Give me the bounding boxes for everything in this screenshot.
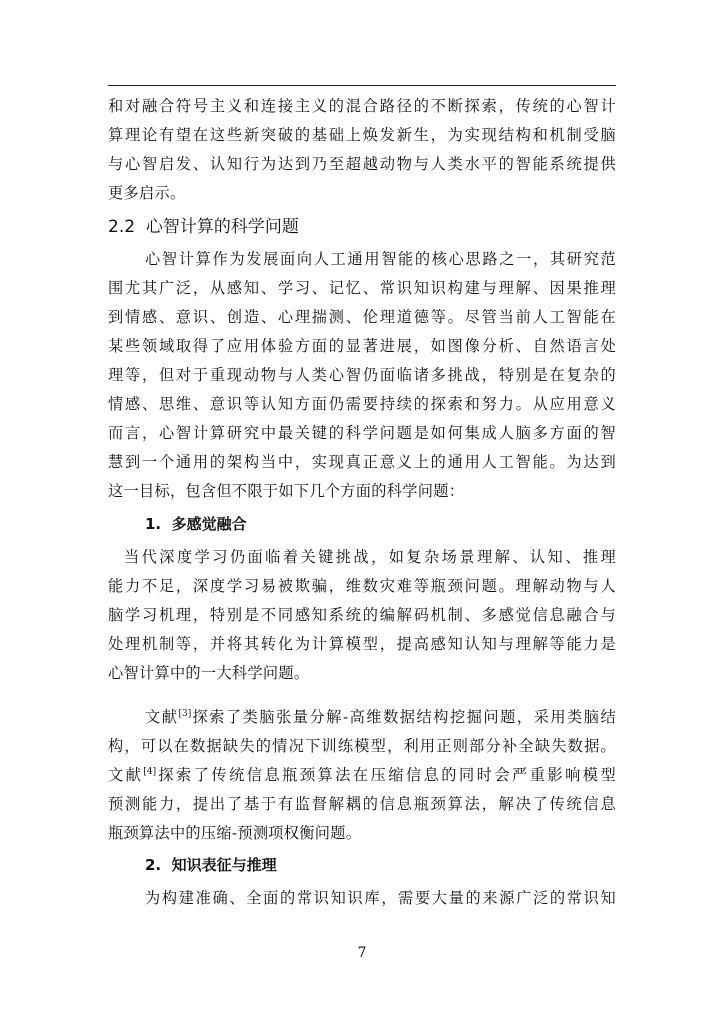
- section-heading: [108, 216, 299, 238]
- subsection-title: 多感觉融合: [171, 515, 247, 533]
- page-number: 7: [357, 945, 367, 961]
- text-line: 构，可以在数据缺失的情况下训练模型，利用正则部分补全缺失数据。: [108, 737, 616, 755]
- text-line: 算理论有望在这些新突破的基础上焕发新生，为实现结构和机制受脑: [108, 126, 616, 144]
- text-line: 心智计算作为发展面向人工通用智能的核心思路之一，其研究范: [145, 250, 616, 268]
- citation-ref: [4]: [143, 766, 157, 777]
- subsection-heading: [145, 855, 277, 875]
- text-line: 预测能力，提出了基于有监督解耦的信息瓶颈算法，解决了传统信息: [108, 795, 616, 813]
- subsection-heading: [145, 514, 247, 534]
- subsection-title: 知识表征与推理: [171, 856, 277, 874]
- text-line: [145, 707, 616, 727]
- text-line: 与心智启发、认知行为达到乃至超越动物与人类水平的智能系统提供: [108, 155, 616, 173]
- text-line: 为构建准确、全面的常识知识库，需要大量的来源广泛的常识知: [145, 889, 616, 907]
- text-line: 和对融合符号主义和连接主义的混合路径的不断探索，传统的心智计: [108, 97, 616, 115]
- subsection-number: 2.: [145, 856, 162, 874]
- text-segment: 文献: [145, 708, 179, 726]
- section-number: 2.2: [108, 217, 136, 237]
- text-segment: 探索了类脑张量分解-高维数据结构挖掘问题，采用类脑结: [191, 708, 616, 726]
- text-line: 脑学习机理，特别是不同感知系统的编解码机制、多感觉信息融合与: [108, 606, 616, 624]
- text-segment: 文献: [108, 766, 144, 784]
- text-line: 围尤其广泛，从感知、学习、记忆、常识知识构建与理解、因果推理: [108, 279, 616, 297]
- text-line: 到情感、意识、创造、心理揣测、伦理道德等。尽管当前人工智能在: [108, 308, 616, 326]
- text-line: 理等，但对于重现动物与人类心智仍面临诸多挑战，特别是在复杂的: [108, 366, 616, 384]
- text-segment: 探索了传统信息瓶颈算法在压缩信息的同时会严重影响模型: [156, 766, 616, 784]
- text-line: [108, 765, 616, 785]
- text-line: 处理机制等，并将其转化为计算模型，提高感知认知与理解等能力是: [108, 635, 616, 653]
- subsection-number: 1.: [145, 515, 162, 533]
- text-line: 瓶颈算法中的压缩-预测项权衡问题。: [108, 824, 362, 842]
- text-line: 某些领域取得了应用体验方面的显著进展，如图像分析、自然语言处: [108, 337, 616, 355]
- text-line: 而言，心智计算研究中最关键的科学问题是如何集成人脑多方面的智: [108, 424, 616, 442]
- text-line: 能力不足，深度学习易被欺骗，维数灾难等瓶颈问题。理解动物与人: [108, 577, 616, 595]
- text-line: 慧到一个通用的架构当中，实现真正意义上的通用人工智能。为达到: [108, 453, 616, 471]
- text-line: 情感、思维、意识等认知方面仍需要持续的探索和努力。从应用意义: [108, 395, 616, 413]
- text-line: 当代深度学习仍面临着关键挑战，如复杂场景理解、认知、推理: [124, 548, 616, 566]
- text-line: 更多启示。: [108, 184, 186, 202]
- text-line: 心智计算中的一大科学问题。: [108, 664, 310, 682]
- text-line: 这一目标，包含但不限于如下几个方面的科学问题：: [108, 482, 465, 500]
- section-title: 心智计算的科学问题: [145, 217, 299, 237]
- citation-ref: [3]: [178, 708, 192, 719]
- header-rule: [108, 85, 616, 86]
